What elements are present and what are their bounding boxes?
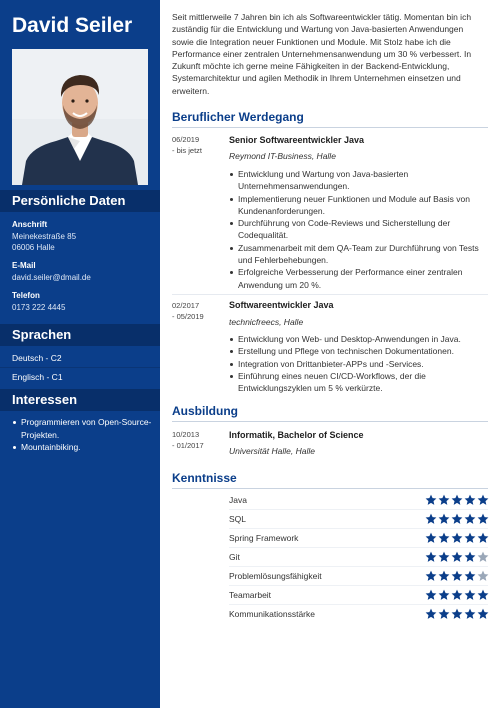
star-filled-icon	[464, 608, 476, 620]
star-filled-icon	[451, 513, 463, 525]
address-line2: 06006 Halle	[12, 243, 55, 252]
language-item: Deutsch - C2	[12, 353, 62, 363]
star-filled-icon	[477, 532, 489, 544]
job-bullet: Entwicklung und Wartung von Java-basierten Unternehmensanwendungen.	[229, 168, 484, 193]
profile-photo	[12, 49, 148, 185]
skill-divider	[229, 509, 488, 510]
job-company: Reymond IT-Business, Halle	[229, 151, 336, 161]
email-value[interactable]: david.seiler@dmail.de	[12, 273, 91, 282]
skill-rating	[425, 550, 489, 564]
languages-heading: Sprachen	[0, 324, 160, 346]
address-line1: Meinekestraße 85	[12, 232, 77, 241]
star-filled-icon	[438, 570, 450, 582]
star-filled-icon	[425, 608, 437, 620]
star-filled-icon	[451, 608, 463, 620]
interest-item: Programmieren von Open-Source-Projekten.	[12, 416, 152, 441]
skill-row	[229, 569, 489, 583]
phone-value[interactable]: 0173 222 4445	[12, 303, 66, 312]
star-filled-icon	[451, 551, 463, 563]
skill-row	[229, 531, 489, 545]
skill-name: Teamarbeit	[229, 590, 272, 600]
star-filled-icon	[464, 570, 476, 582]
star-filled-icon	[451, 532, 463, 544]
job-title: Senior Softwareentwickler Java	[229, 135, 365, 145]
skill-divider	[229, 547, 488, 548]
skill-name: SQL	[229, 514, 247, 524]
language-item: Englisch - C1	[12, 372, 63, 382]
job-bullet: Zusammenarbeit mit dem QA-Team zur Durchführung von Tests und Fehlerbehebungen.	[229, 242, 484, 267]
interests-list	[12, 416, 152, 454]
sidebar	[0, 0, 160, 708]
skill-name: Spring Framework	[229, 533, 299, 543]
skill-rating	[425, 493, 489, 507]
star-filled-icon	[477, 608, 489, 620]
star-filled-icon	[464, 494, 476, 506]
star-filled-icon	[425, 494, 437, 506]
job-bullet: Einführung eines neuen CI/CD-Workflows, der die Entwicklungszyklen um 5 % verkürzte.	[229, 370, 484, 395]
education-school: Universität Halle, Halle	[229, 446, 315, 456]
star-filled-icon	[438, 551, 450, 563]
education-date-from: 10/2013	[172, 430, 200, 439]
star-filled-icon	[425, 513, 437, 525]
skill-row	[229, 607, 489, 621]
skill-rating	[425, 569, 489, 583]
job-title: Softwareentwickler Java	[229, 300, 334, 310]
star-filled-icon	[464, 513, 476, 525]
skill-divider	[229, 604, 488, 605]
skills-heading: Kenntnisse	[172, 471, 237, 485]
star-filled-icon	[438, 494, 450, 506]
star-filled-icon	[464, 551, 476, 563]
skill-divider	[229, 585, 488, 586]
skill-rating	[425, 588, 489, 602]
star-filled-icon	[451, 570, 463, 582]
profile-summary: Seit mittlerweile 7 Jahren bin ich als Softwareentwickler tätig. Momentan bin ich zuständig für die Entwicklung und Wartung von Java-basierten Anwendungen sowie die Integration neuer Funktionen und Module. Mit Stolz habe ich die Performance einer zentralen Unternehmensanwendung um 30 % verbessert. In Zukunft möchte ich gerne meine Fähigkeiten in der Backend-Entwicklung, Systemarchitektur und agilen Methodik in Ihrem Unternehmen einsetzen und erweitern.	[172, 12, 472, 96]
star-empty-icon	[477, 570, 489, 582]
star-filled-icon	[438, 532, 450, 544]
education-underline	[172, 421, 488, 422]
job-bullet: Implementierung neuer Funktionen und Module auf Basis von Kundenanforderungen.	[229, 193, 484, 218]
star-filled-icon	[438, 513, 450, 525]
education-date-to: - 01/2017	[172, 441, 204, 450]
interest-item: Mountainbiking.	[12, 441, 152, 454]
skill-row	[229, 512, 489, 526]
candidate-name: David Seiler	[12, 14, 133, 37]
skill-rating	[425, 512, 489, 526]
star-filled-icon	[425, 532, 437, 544]
language-divider	[0, 367, 160, 368]
star-filled-icon	[477, 589, 489, 601]
star-filled-icon	[451, 589, 463, 601]
education-degree: Informatik, Bachelor of Science	[229, 430, 364, 440]
job-date-from: 06/2019	[172, 135, 200, 144]
skills-underline	[172, 488, 488, 489]
job-bullet: Erfolgreiche Verbesserung der Performance einer zentralen Anwendung um 20 %.	[229, 266, 484, 291]
star-filled-icon	[438, 608, 450, 620]
star-filled-icon	[425, 551, 437, 563]
star-filled-icon	[451, 494, 463, 506]
experience-underline	[172, 127, 488, 128]
personal-data-heading: Persönliche Daten	[0, 190, 160, 212]
skill-name: Problemlösungsfähigkeit	[229, 571, 322, 581]
star-filled-icon	[438, 589, 450, 601]
star-empty-icon	[477, 551, 489, 563]
phone-label: Telefon	[12, 291, 40, 300]
star-filled-icon	[477, 494, 489, 506]
job-responsibilities	[229, 168, 484, 291]
job-bullet: Durchführung von Code-Reviews und Sicherstellung der Codequalität.	[229, 217, 484, 242]
skill-rating	[425, 531, 489, 545]
job-company: technicfreecs, Halle	[229, 317, 304, 327]
job-date-to: - bis jetzt	[172, 146, 203, 155]
skill-name: Java	[229, 495, 247, 505]
job-bullet: Integration von Drittanbieter-APPs und -Services.	[229, 358, 484, 370]
job-date-from: 02/2017	[172, 301, 200, 310]
job-responsibilities	[229, 333, 484, 394]
star-filled-icon	[425, 589, 437, 601]
skill-row	[229, 493, 489, 507]
email-label: E-Mail	[12, 261, 36, 270]
education-heading: Ausbildung	[172, 404, 238, 418]
skill-divider	[229, 528, 488, 529]
skill-divider	[229, 566, 488, 567]
star-filled-icon	[464, 589, 476, 601]
star-filled-icon	[425, 570, 437, 582]
skill-name: Kommunikationsstärke	[229, 609, 315, 619]
job-date-to: - 05/2019	[172, 312, 204, 321]
skill-rating	[425, 607, 489, 621]
skill-name: Git	[229, 552, 240, 562]
interests-heading: Interessen	[0, 389, 160, 411]
skill-row	[229, 588, 489, 602]
skill-row	[229, 550, 489, 564]
job-divider	[172, 294, 488, 295]
star-filled-icon	[464, 532, 476, 544]
job-bullet: Entwicklung von Web- und Desktop-Anwendungen in Java.	[229, 333, 484, 345]
star-filled-icon	[477, 513, 489, 525]
experience-heading: Beruflicher Werdegang	[172, 110, 304, 124]
job-bullet: Erstellung und Pflege von technischen Dokumentationen.	[229, 345, 484, 357]
address-label: Anschrift	[12, 220, 48, 229]
